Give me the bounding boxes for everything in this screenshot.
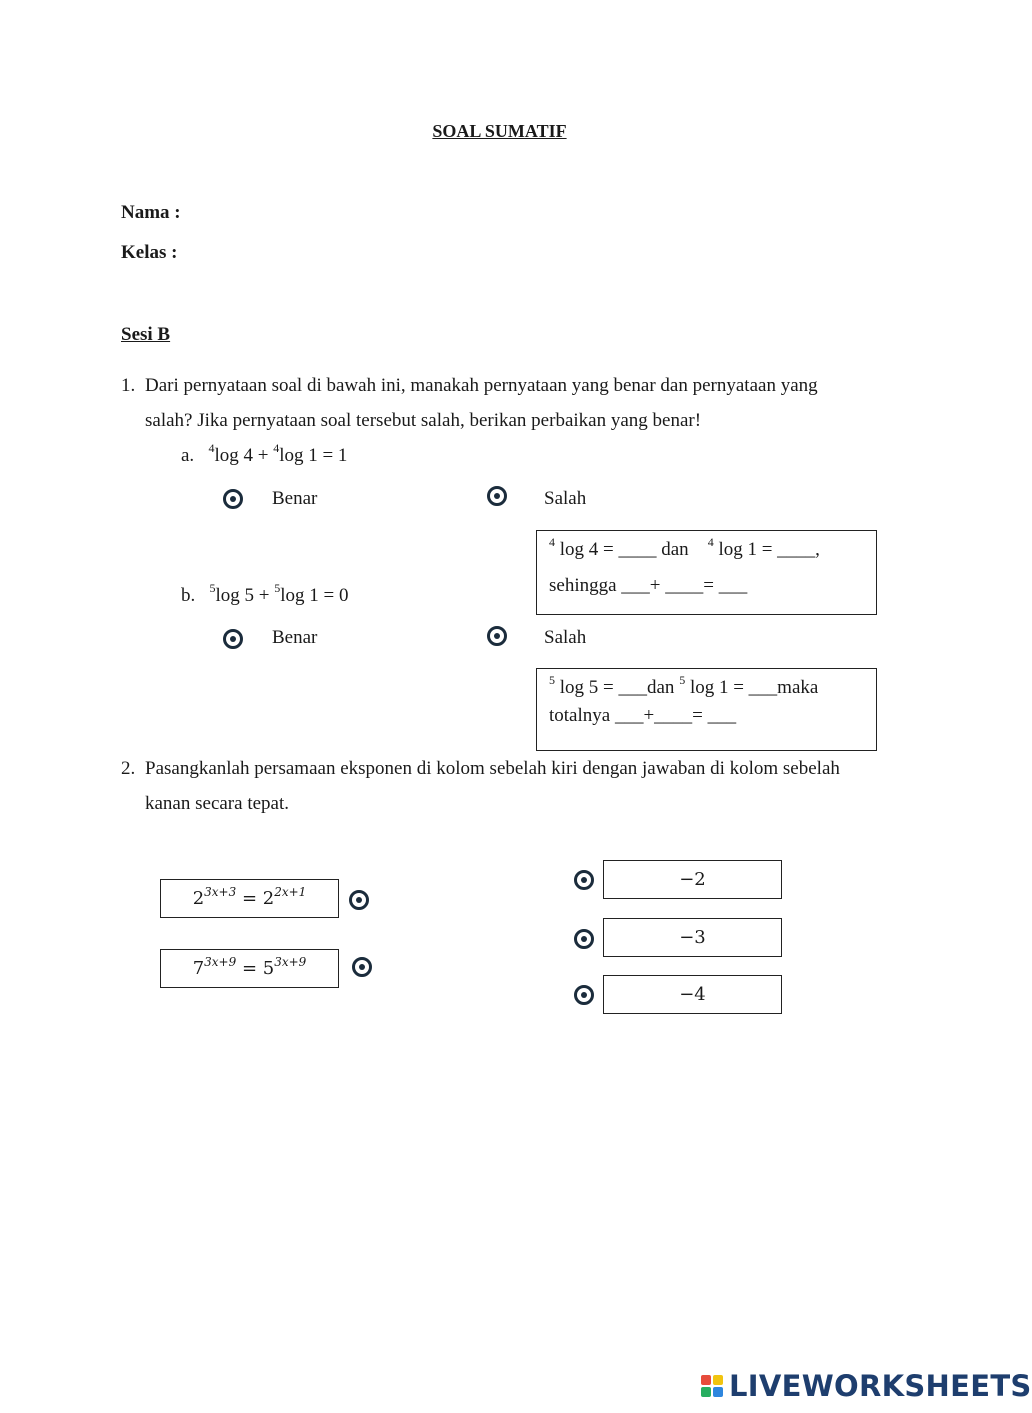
- q1b-salah-label: Salah: [544, 627, 587, 648]
- q2-text-line1: Pasangkanlah persamaan eksponen di kolom sebelah kiri dengan jawaban di kolom sebelah: [145, 758, 840, 779]
- q1a-correction-line1: [549, 535, 820, 561]
- section-heading: Sesi B: [121, 324, 171, 345]
- q2-number: 2.: [121, 758, 136, 779]
- answer-box: −4: [603, 975, 782, 1014]
- q1a-benar-radio[interactable]: [223, 489, 243, 509]
- equation-box: $2^{3x+3} = 2^{2x+1}$: [160, 879, 339, 918]
- eq1-exp1: 3x+3: [204, 885, 237, 899]
- q1-text-line1: Dari pernyataan soal di bawah ini, manakah pernyataan yang benar dan pernyataan yang: [145, 375, 818, 396]
- q1a-box-text2: log 1 = ____,: [718, 539, 820, 560]
- ans2-match-dot[interactable]: [574, 929, 594, 949]
- answer-box: −3: [603, 918, 782, 957]
- q1b-correction-line1: [549, 673, 819, 699]
- q1a-correction-line2: sehingga ___+ ____= ___: [549, 575, 748, 596]
- q1b-box-base2: 5: [679, 673, 686, 687]
- eq1-base2: 2: [262, 888, 275, 909]
- page-title: SOAL SUMATIF: [432, 121, 567, 141]
- q1a-box-text1: log 4 = ____ dan: [559, 539, 689, 560]
- q1-text-line2: salah? Jika pernyataan soal tersebut salah, berikan perbaikan yang benar!: [145, 410, 702, 431]
- liveworksheets-logo: [701, 1369, 1032, 1403]
- q1b-correction-box[interactable]: [536, 668, 877, 751]
- q1b-benar-label: Benar: [272, 627, 318, 648]
- q1b-box-base1: 5: [549, 673, 555, 687]
- eq2-base1: 7: [192, 958, 205, 979]
- q1b-salah-radio[interactable]: [487, 626, 507, 646]
- q1a-term2: log 1 = 1: [279, 445, 348, 466]
- q2-text-line2: kanan secara tepat.: [145, 793, 289, 814]
- q1a-label: a.: [181, 445, 195, 466]
- q1b-box-text1: log 5 = ___dan: [559, 677, 675, 698]
- eq1-exp2: 2x+1: [274, 885, 307, 899]
- nama-label: Nama :: [121, 202, 181, 223]
- q1b-label: b.: [181, 585, 196, 606]
- kelas-label: Kelas :: [121, 242, 178, 263]
- q1b-base1: 5: [209, 581, 216, 595]
- q1b-box-text2: log 1 = ___maka: [689, 677, 819, 698]
- q1a-salah-label: Salah: [544, 488, 587, 509]
- eq2-base2: 5: [262, 958, 275, 979]
- eq2-exp1: 3x+9: [204, 955, 237, 969]
- q1a-statement: [181, 441, 348, 467]
- q1a-base2: 4: [273, 441, 280, 455]
- q1b-benar-radio[interactable]: [223, 629, 243, 649]
- brand-name: LIVEWORKSHEETS: [729, 1369, 1032, 1403]
- eq2-exp2: 3x+9: [274, 955, 307, 969]
- q1b-correction-line2: totalnya ___+____= ___: [549, 705, 737, 726]
- q1b-term2: log 1 = 0: [280, 585, 349, 606]
- q1a-benar-label: Benar: [272, 488, 318, 509]
- q1b-term1: log 5 +: [215, 585, 275, 606]
- q1a-term1: log 4 +: [214, 445, 274, 466]
- q1a-base1: 4: [208, 441, 215, 455]
- q1b-statement: [181, 581, 349, 607]
- q1b-base2: 5: [274, 581, 281, 595]
- equation-box: $7^{3x+9} = 5^{3x+9}$: [160, 949, 339, 988]
- eq1-base1: 2: [192, 888, 205, 909]
- answer-box: −2: [603, 860, 782, 899]
- ans3-match-dot[interactable]: [574, 985, 594, 1005]
- q1a-salah-radio[interactable]: [487, 486, 507, 506]
- eq2-match-dot[interactable]: [352, 957, 372, 977]
- liveworksheets-grid-icon: [701, 1375, 723, 1397]
- q1-number: 1.: [121, 375, 136, 396]
- eq1-match-dot[interactable]: [349, 890, 369, 910]
- q1a-box-base1: 4: [549, 535, 555, 549]
- ans1-match-dot[interactable]: [574, 870, 594, 890]
- q1a-box-base2: 4: [707, 535, 714, 549]
- q1a-correction-box[interactable]: [536, 530, 877, 615]
